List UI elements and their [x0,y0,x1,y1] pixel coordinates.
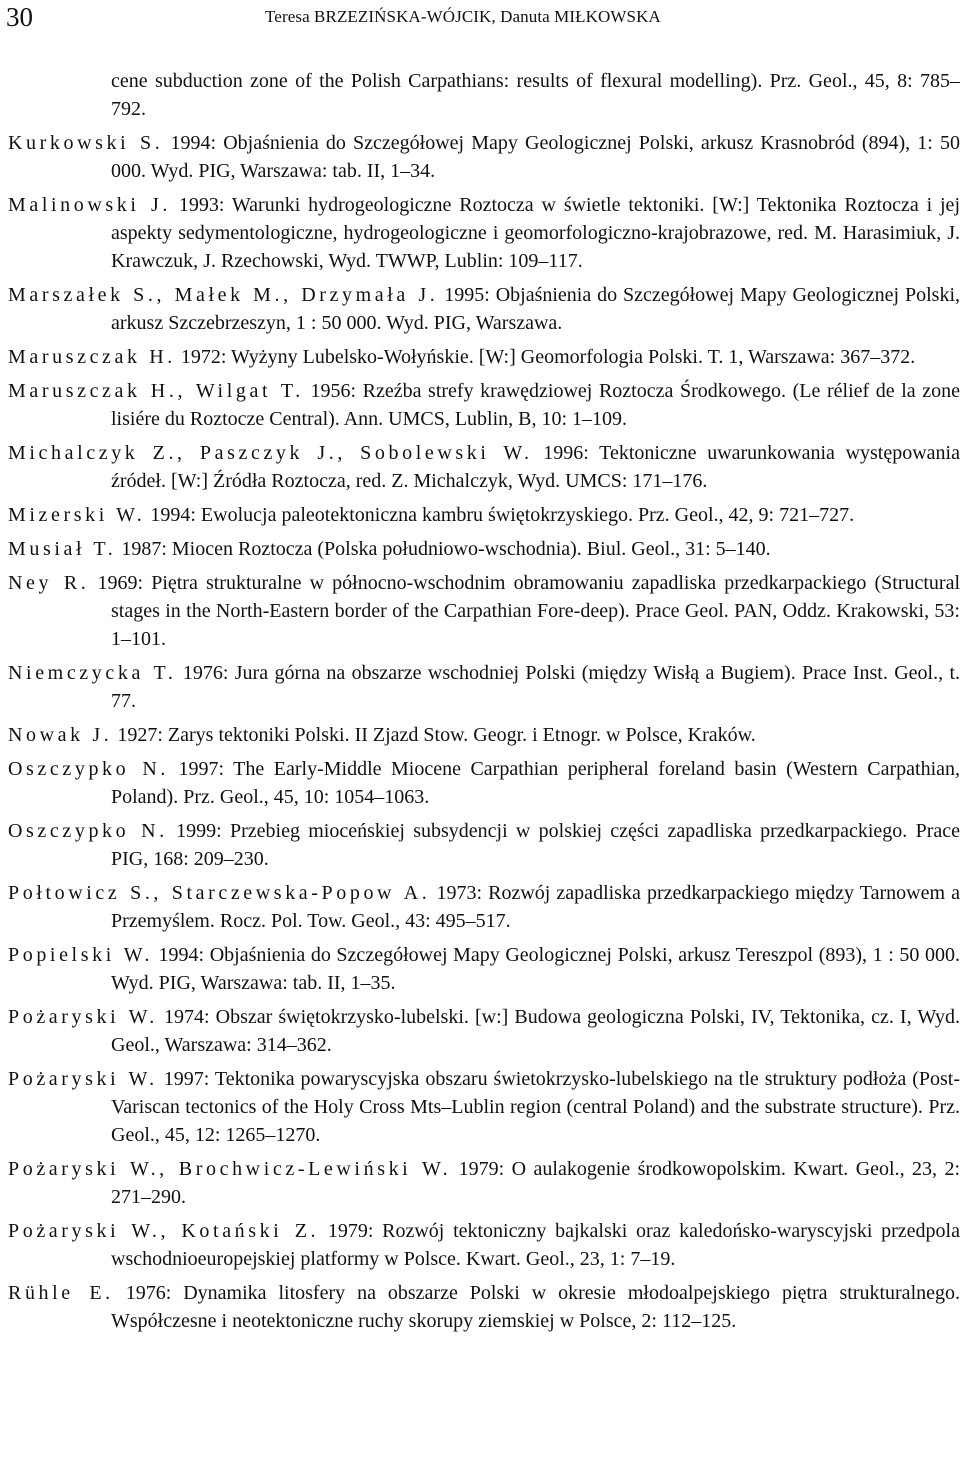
reference-text: cene subduction zone of the Polish Carpathians: results of flexural modelling). Prz. Geol., 45, 8: 785–792. [111,70,960,120]
reference-text: 1999: Przebieg mioceńskiej subsydencji w polskiej części zapadliska przedkarpackiego. Prace PIG, 168: 209–230. [111,820,960,870]
reference-entry [8,1155,960,1211]
reference-entry [8,659,960,715]
reference-entry [8,1003,960,1059]
reference-authors: Musiał T. [8,538,117,560]
reference-text: 1972: Wyżyny Lubelsko-Wołyńskie. [W:] Geomorfologia Polski. T. 1, Warszawa: 367–372. [180,346,916,368]
reference-text: 1997: The Early-Middle Miocene Carpathian peripheral foreland basin (Western Carpathian, Poland). Prz. Geol., 45, 10: 1054–1063. [111,758,960,808]
reference-authors: Pożaryski W., Kotański Z. [8,1220,320,1242]
reference-list [8,67,960,1341]
reference-authors: Mizerski W. [8,504,146,526]
reference-entry [8,67,960,123]
reference-authors: Pożaryski W. [8,1068,158,1090]
reference-entry [8,721,960,749]
reference-entry [8,439,960,495]
reference-text: 1956: Rzeźba strefy krawędziowej Roztocza Środkowego. (Le rélief de la zone lisiére du Roztocze Central). Ann. UMCS, Lublin, B, 10: 1–109. [111,380,960,430]
reference-entry [8,129,960,185]
reference-authors: Kurkowski S. [8,132,164,154]
reference-entry [8,941,960,997]
reference-authors: Popielski W. [8,944,153,966]
page-number: 30 [6,2,33,32]
reference-text: 1993: Warunki hydrogeologiczne Roztocza w świetle tektoniki. [W:] Tektonika Roztocza i jej aspekty sedymentologiczne, hydrogeologiczne i geomorfologiczno-krajobrazowe, red. M. Harasimiuk, J. Krawczuk, J. Rzechowski, Wyd. TWWP, Lublin: 109–117. [111,194,960,272]
reference-text: 1969: Piętra strukturalne w północno-wschodnim obramowaniu zapadliska przedkarpackiego (Structural stages in the North-Eastern border of the Carpathian Fore-deep). Prace Geol. PAN, Oddz. Krakowski, 53: 1–101. [97,572,960,650]
reference-entry [8,1065,960,1149]
reference-text: 1997: Tektonika powaryscyjska obszaru świetokrzysko-lubelskiego na tle struktury podłoża (Post-Variscan tectonics of the Holy Cross Mts–Lublin region (central Poland) and the substrate structure). Prz. Geol., 45, 12: 1265–1270. [111,1068,960,1146]
reference-text: 1987: Miocen Roztocza (Polska południowo-wschodnia). Biul. Geol., 31: 5–140. [121,538,771,560]
reference-text: 1973: Rozwój zapadliska przedkarpackiego między Tarnowem a Przemyślem. Rocz. Pol. Tow. Geol., 43: 495–517. [111,882,960,932]
reference-text: 1995: Objaśnienia do Szczegółowej Mapy Geologicznej Polski, arkusz Szczebrzeszyn, 1 : 50 000. Wyd. PIG, Warszawa. [111,284,960,334]
reference-authors: Ney R. [8,572,90,594]
reference-entry [8,1217,960,1273]
reference-text: 1927: Zarys tektoniki Polski. II Zjazd Stow. Geogr. i Etnogr. w Polsce, Kraków. [117,724,756,746]
reference-entry [8,817,960,873]
reference-text: 1974: Obszar świętokrzysko-lubelski. [w:] Budowa geologiczna Polski, IV, Tektonika, cz. I, Wyd. Geol., Warszawa: 314–362. [111,1006,960,1056]
reference-authors: Połtowicz S., Starczewska-Popow A. [8,882,431,904]
reference-text: 1976: Jura górna na obszarze wschodniej Polski (między Wisłą a Bugiem). Prace Inst. Geol., t. 77. [111,662,960,712]
reference-authors: Maruszczak H., Wilgat T. [8,380,304,402]
reference-text: 1994: Objaśnienia do Szczegółowej Mapy Geologicznej Polski, arkusz Tereszpol (893), 1 : 50 000. Wyd. PIG, Warszawa: tab. II, 1–35. [111,944,960,994]
page-header [0,0,960,40]
reference-authors: Oszczypko N. [8,820,168,842]
reference-authors: Maruszczak H. [8,346,176,368]
reference-authors: Oszczypko N. [8,758,169,780]
reference-authors: Pożaryski W. [8,1006,158,1028]
reference-entry [8,1279,960,1335]
reference-text: 1979: O aulakogenie środkowopolskim. Kwart. Geol., 23, 2: 271–290. [111,1158,960,1208]
reference-entry [8,501,960,529]
reference-authors: Rühle E. [8,1282,114,1304]
reference-authors: Niemczycka T. [8,662,177,684]
reference-entry [8,879,960,935]
reference-authors: Malinowski J. [8,194,171,216]
reference-entry [8,281,960,337]
reference-text: 1976: Dynamika litosfery na obszarze Polski w okresie młodoalpejskiego piętra strukturalnego. Współczesne i neotektoniczne ruchy skorupy ziemskiej w Polsce, 2: 112–125. [111,1282,960,1332]
reference-text: 1979: Rozwój tektoniczny bajkalski oraz kaledońsko-waryscyjski przedpola wschodnioeuropejskiej platformy w Polsce. Kwart. Geol., 23, 1: 7–19. [111,1220,960,1270]
reference-text: 1994: Ewolucja paleotektoniczna kambru świętokrzyskiego. Prz. Geol., 42, 9: 721–727. [150,504,855,526]
reference-authors: Marszałek S., Małek M., Drzymała J. [8,284,439,306]
reference-entry [8,191,960,275]
reference-entry [8,343,960,371]
reference-authors: Michalczyk Z., Paszczyk J., Sobolewski W. [8,442,533,464]
reference-entry [8,755,960,811]
running-head: Teresa BRZEZIŃSKA-WÓJCIK, Danuta MIŁKOWSKA [265,7,661,26]
reference-entry [8,535,960,563]
reference-authors: Pożaryski W., Brochwicz-Lewiński W. [8,1158,452,1180]
reference-authors: Nowak J. [8,724,113,746]
reference-text: 1994: Objaśnienia do Szczegółowej Mapy Geologicznej Polski, arkusz Krasnobród (894), 1: 50 000. Wyd. PIG, Warszawa: tab. II, 1–34. [111,132,960,182]
reference-entry [8,377,960,433]
reference-text: 1996: Tektoniczne uwarunkowania występowania źródeł. [W:] Źródła Roztocza, red. Z. Michalczyk, Wyd. UMCS: 171–176. [111,442,960,492]
reference-entry [8,569,960,653]
